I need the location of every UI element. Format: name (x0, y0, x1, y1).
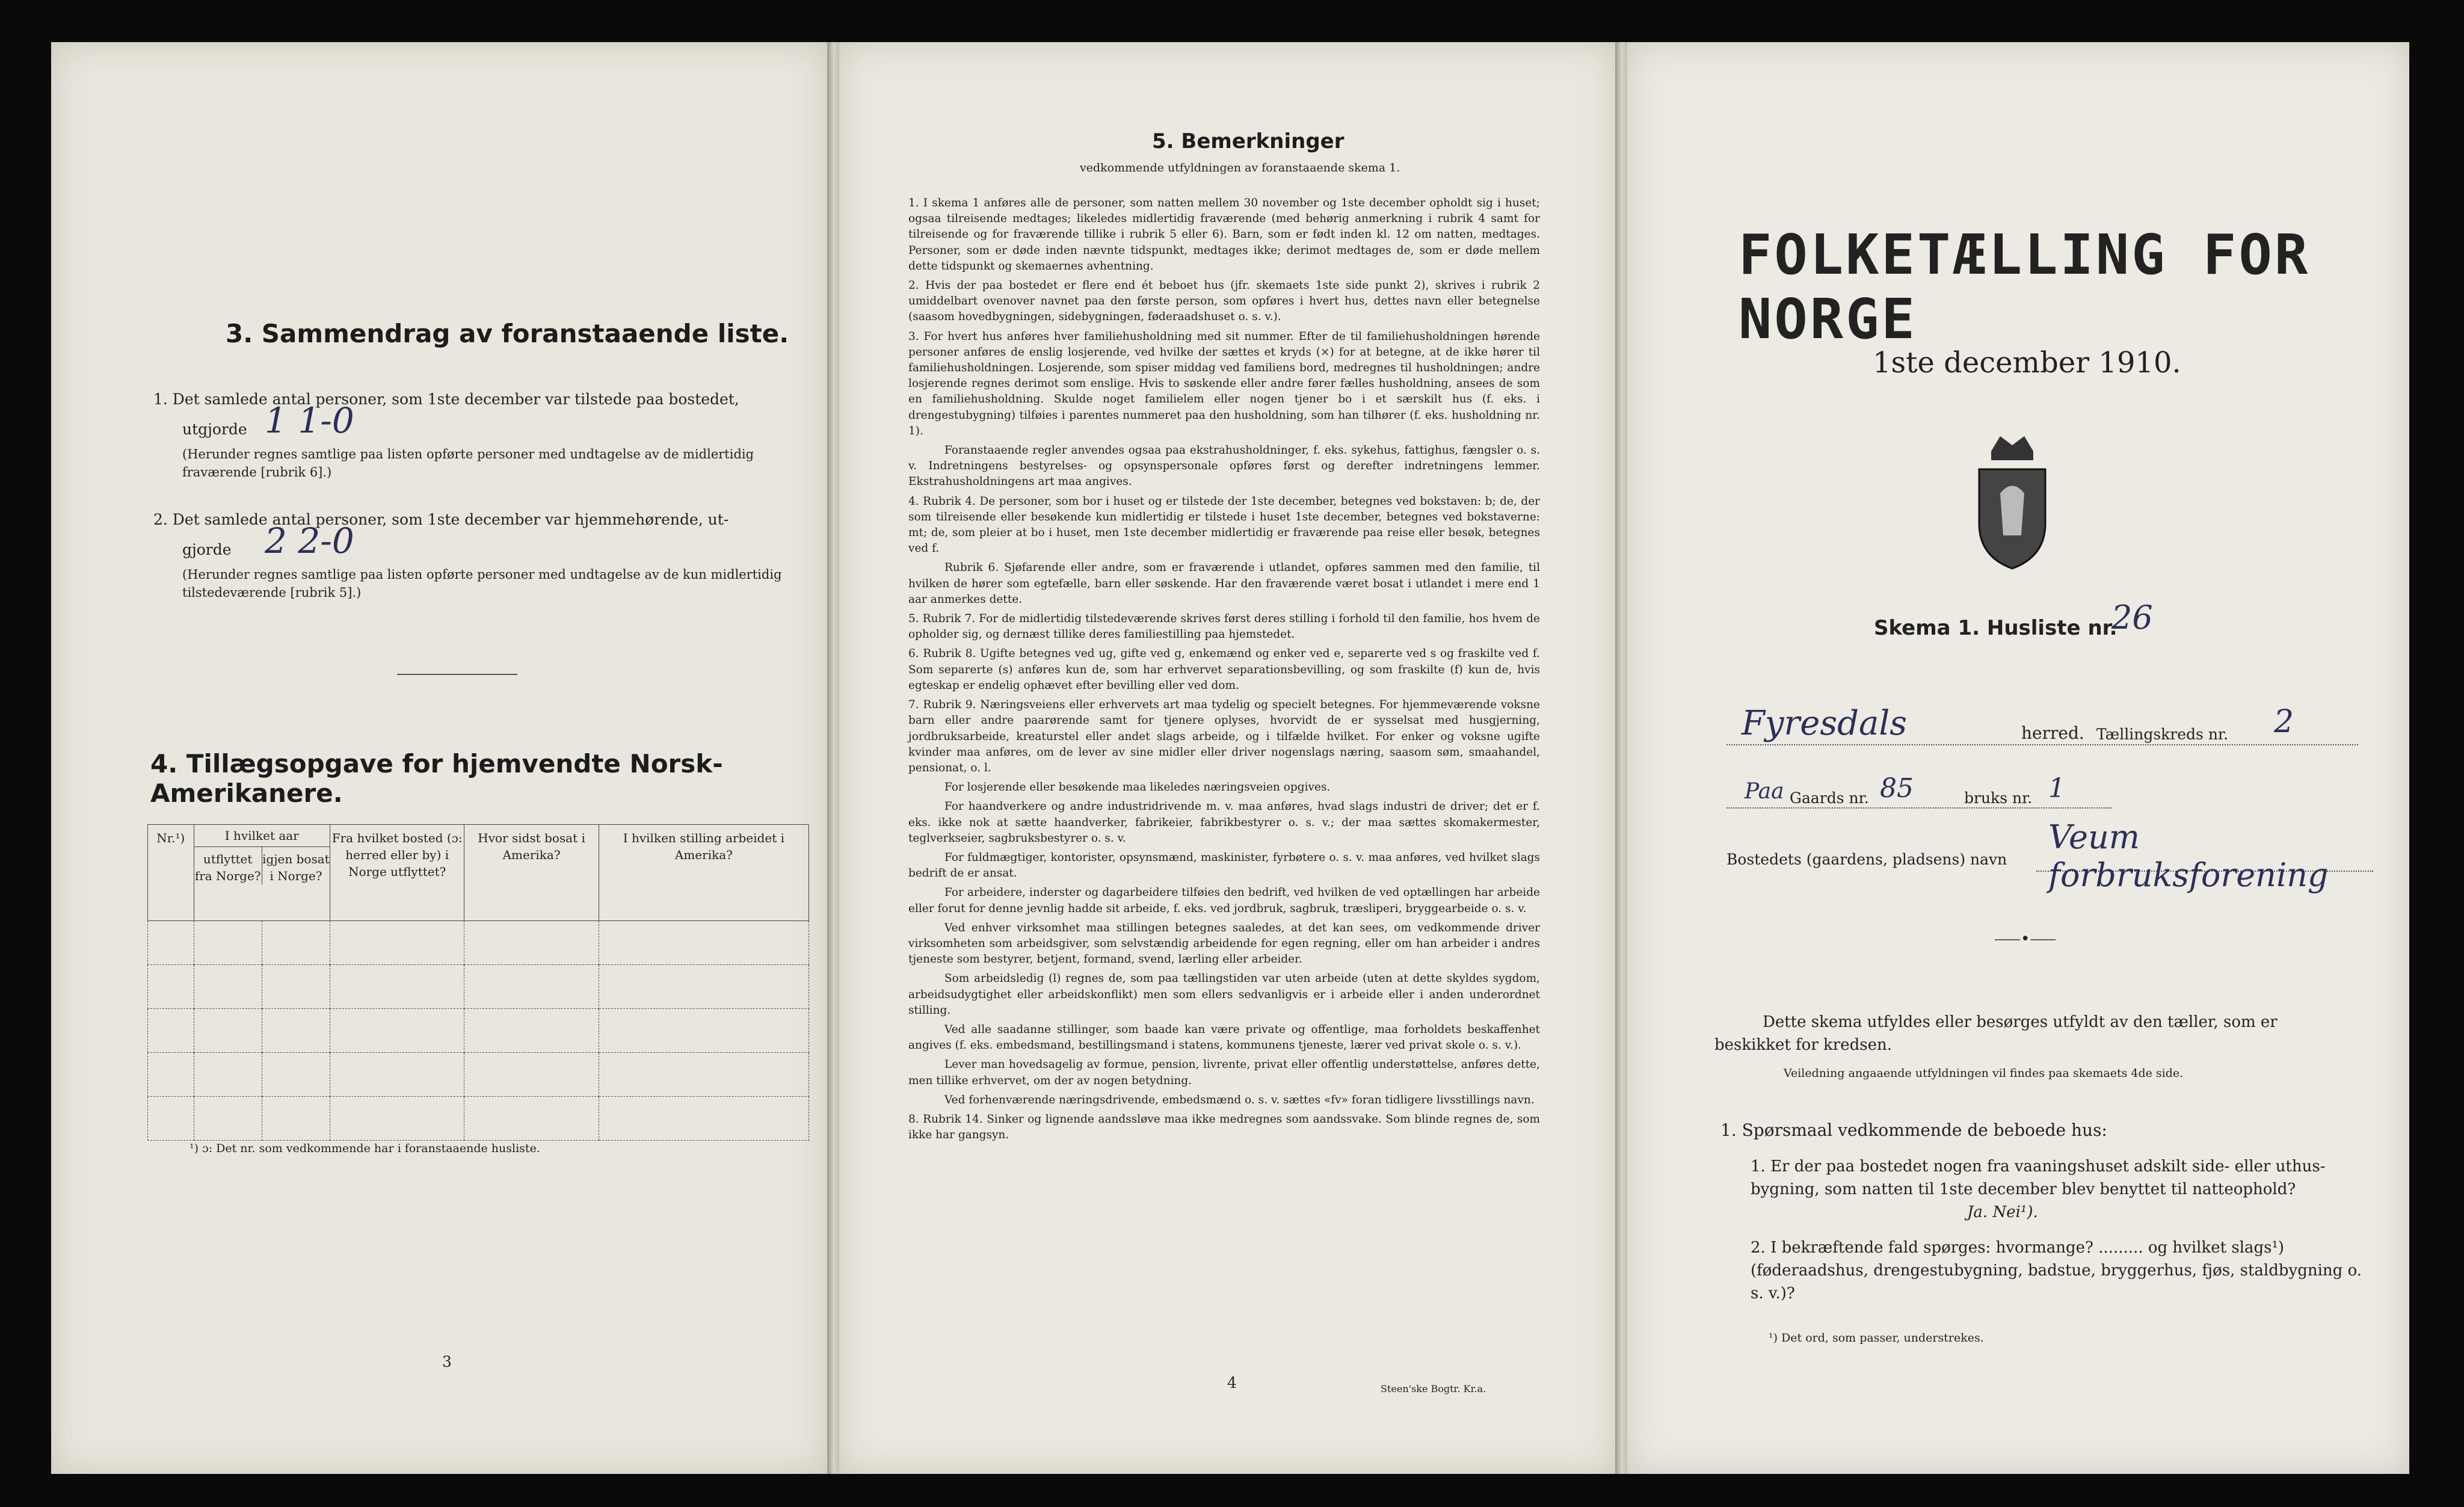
remark-paragraph: Rubrik 6. Sjøfarende eller andre, som er fraværende i utlandet, opføres sammen med den familie, til hvilken de hører som egtefælle, barn eller søskende. Har den fraværende været bosat i utlandet i mere end 1 aar anmerkes dette. (908, 561, 1540, 606)
col-utflyttet: utflyttet fra Norge? (194, 847, 262, 884)
printer-mark: Steen'ske Bogtr. Kr.a. (1381, 1383, 1486, 1395)
ornament-icon: ⸺•⸺ (1994, 930, 2057, 948)
kreds-value: 2 (2274, 704, 2294, 740)
table-row (148, 1097, 809, 1141)
summary-q1-label: utgjorde (182, 421, 247, 438)
col-group-label: I hvilket aar (194, 825, 330, 847)
remark-paragraph: 4. Rubrik 4. De personer, som bor i huset og er tilstede der 1ste december, betegnes ved bokstaven: b; de, der som tilreisende eller besøkende kun midlertidig er tilstede i huset 1ste december, betegnes ved bokstaverne: mt; de, som pleier at bo i huset, men 1ste december midlertidig er fraværende paa reise eller besøk, betegnes ved f. (908, 495, 1540, 555)
husliste-nr: 26 (2111, 599, 2153, 636)
summary-q2-label: gjorde (182, 541, 232, 558)
bosted-label: Bostedets (gaardens, pladsens) navn (1726, 851, 2007, 868)
summary-q1: 1. Det samlede antal personer, som 1ste december var tilstede paa bostedet, (153, 390, 739, 408)
remark-paragraph: Foranstaaende regler anvendes ogsaa paa ekstrahusholdninger, f. eks. sykehus, fattighus, fængsler o. s. v. Indretningens bestyrelses- og opsynspersonale opføres først og derefter indretningens lemmer. Ekstrahusholdningens art maa angives. (908, 444, 1540, 488)
info-small: Veiledning angaaende utfyldningen vil findes paa skemaets 4de side. (1784, 1067, 2184, 1080)
main-title: FOLKETÆLLING FOR NORGE (1739, 223, 2311, 351)
coat-of-arms-icon (1967, 427, 2057, 572)
table-row (148, 965, 809, 1009)
col-nr: Nr.¹) (148, 825, 194, 921)
remark-paragraph: Som arbeidsledig (l) regnes de, som paa tællingstiden var uten arbeide (uten at dette skyldes sygdom, arbeidsudygtighet eller arbeidskonflikt) men som ellers sedvanligvis er i arbeide eller i anden underordnet stilling. (908, 972, 1540, 1017)
gaards-prefix: Paa (1745, 779, 1784, 804)
remark-paragraph: For arbeidere, inderster og dagarbeidere tilføies den bedrift, ved hvilken de ved optællingen har arbeide eller forut for denne jevnlig hadde sit arbeide, f. eks. ved jordbruk, sagbruk, træsliperi, bryggearbeide o. s. v. (908, 886, 1540, 915)
remark-paragraph: Ved enhver virksomhet maa stillingen betegnes saaledes, at det kan sees, om vedkommende driver virksomheten som arbeidsgiver, som selvstændig arbeidende for egen regning, eller om han arbeider i andres tjeneste som bestyrer, betjent, formand, svend, lærling eller arbeider. (908, 921, 1540, 966)
skema-line: Skema 1. Husliste nr. (1874, 616, 2118, 640)
gaards-value: 85 (1880, 773, 1914, 804)
bosted-value: Veum forbruksforening (2048, 818, 2329, 894)
summary-q2-note: (Herunder regnes samtlige paa listen opførte personer med undtagelse av de kun midlertidig tilstedeværende [rubrik 5].) (182, 567, 782, 600)
page-number: 4 (1227, 1374, 1237, 1391)
summary-q2: 2. Det samlede antal personer, som 1ste december var hjemmehørende, ut- (153, 511, 729, 528)
info-text: Dette skema utfyldes eller besørges utfyldt av den tæller, som er beskikket for kredsen. (1714, 1013, 2278, 1054)
page-4 (839, 42, 1615, 1474)
remarks-title: 5. Bemerkninger (1152, 129, 1344, 153)
gaards-label: Gaards nr. (1790, 789, 1869, 807)
page-fold (827, 42, 840, 1474)
page-fold (1615, 42, 1628, 1474)
table-row (148, 1009, 809, 1053)
date-line: 1ste december 1910. (1873, 346, 2181, 380)
table-row (148, 921, 809, 965)
question-2: 2. I bekræftende fald spørges: hvormange? ......... og hvilket slags¹) (føderaadshus, drengestubygning, badstue, bryggerhus, fjøs, staldbygning o. s. v.)? (1751, 1239, 2362, 1302)
norsk-amerikanere-table (147, 824, 809, 1141)
question-1: 1. Er der paa bostedet nogen fra vaaningshuset adskilt side- eller uthus-bygning, som natten til 1ste december blev benyttet til natteophold? (1751, 1157, 2326, 1198)
question-1-answer: Ja. Nei¹). (1967, 1203, 2038, 1221)
summary-q1-value: 1 1-0 (265, 400, 354, 441)
section-3-title: 3. Sammendrag av foranstaaende liste. (226, 319, 789, 348)
remark-paragraph: Lever man hovedsagelig av formue, pension, livrente, privat eller offentlig understøttelse, anføres dette, men tillike erhvervet, om der av nogen betydning. (908, 1058, 1540, 1087)
remarks-body (908, 196, 1540, 1147)
remark-paragraph: For losjerende eller besøkende maa likeledes næringsveien opgives. (944, 781, 1331, 794)
remark-paragraph: Ved alle saadanne stillinger, som baade kan være private og offentlige, maa forholdets beskaffenhet angives (f. eks. embedsmand, bestillingsmand i statens, kommunens tjeneste, lærer ved privat skole o. s. v.). (908, 1023, 1540, 1052)
remark-paragraph: 1. I skema 1 anføres alle de personer, som natten mellem 30 november og 1ste december opholdt sig i huset; ogsaa tilreisende medtages; likeledes midlertidig fraværende (med behørig anmerkning i rubrik 4 samt for tilreisende og for fraværende tillike i rubrik 5 eller 6). Barn, som er født inden kl. 12 om natten, medtages. Personer, som er døde inden nævnte tidspunkt, medtages ikke; derimot medtages de, som er døde mellem dette tidspunkt og skemaernes avhentning. (908, 197, 1540, 273)
remark-paragraph: 8. Rubrik 14. Sinker og lignende aandssløve maa ikke medregnes som aandssvake. Som blinde regnes de, som ikke har gangsyn. (908, 1112, 1540, 1142)
col-hvor: Hvor sidst bosat i Amerika? (464, 825, 599, 921)
bruks-label: bruks nr. (1964, 789, 2033, 807)
section-4-title: 4. Tillægsopgave for hjemvendte Norsk-Amerikanere. (150, 749, 723, 808)
table-row (148, 1053, 809, 1097)
page-number: 3 (442, 1353, 452, 1370)
remark-paragraph: Ved forhenværende næringsdrivende, embedsmænd o. s. v. sættes «fv» foran tidligere livsstillings navn. (944, 1093, 1535, 1106)
remark-paragraph: For haandverkere og andre industridrivende m. v. maa anføres, hvad slags industri de driver; det er f. eks. ikke nok at sætte haandverker, fabrikeier, fabrikbestyrer o. s. v.; der maa sættes skomakermester, teglverkseier, sagbruksbestyrer o. s. v. (908, 800, 1540, 845)
kreds-label: Tællingskreds nr. (2096, 726, 2229, 743)
summary-q1-note: (Herunder regnes samtlige paa listen opførte personer med undtagelse av de midlertidig fraværende [rubrik 6].) (182, 447, 754, 479)
remark-paragraph: 5. Rubrik 7. For de midlertidig tilstedeværende skrives først deres stilling i forhold til den familie, hos hvem de opholder sig, og dernæst tillike deres familiestilling paa hjemstedet. (908, 612, 1540, 641)
page-3 (51, 42, 827, 1474)
bruks-value: 1 (2048, 773, 2065, 804)
col-stilling: I hvilken stilling arbeidet i Amerika? (599, 825, 808, 921)
page-1 (1627, 42, 2409, 1474)
col-fra: Fra hvilket bosted (ɔ: herred eller by) i Norge utflyttet? (330, 825, 464, 921)
remark-paragraph: 3. For hvert hus anføres hver familiehusholdning med sit nummer. Efter de til familiehusholdningen hørende personer anføres de enslig losjerende, ved hvilke der sættes et kryds (×) for at betegne, at de ikke hører til familiehusholdningen. Losjerende, som spiser middag ved familiens bord, medregnes til husholdningen; andre losjerende regnes derimot som enslige. Hvis to søskende eller andre fører fælles husholdning, ansees de som en familiehusholdning. Skulde noget familielem eller nogen tjener bo i et særskilt hus (f. eks. i drengestubygning) tilføies i parentes nummeret paa den husholdning, som han tilhører (f. eks. husholdning nr. 1). (908, 330, 1540, 437)
footnote: ¹) Det ord, som passer, understrekes. (1769, 1331, 1984, 1345)
col-igjen: igjen bosat i Norge? (262, 852, 330, 883)
summary-q2-value: 2 2-0 (265, 520, 354, 561)
herred-value: Fyresdals (1742, 704, 1908, 743)
remark-paragraph: 6. Rubrik 8. Ugifte betegnes ved ug, gifte ved g, enkemænd og enker ved e, separerte ved s og fraskilte ved f. Som separerte (s) anføres kun de, som har erhvervet separationsbevilling, og som fraskilte (f) kun de, hvis egteskap er endelig ophævet efter bevilling eller ved dom. (908, 647, 1540, 692)
divider (397, 674, 517, 675)
remark-paragraph: 2. Hvis der paa bostedet er flere end ét beboet hus (jfr. skemaets 1ste side punkt 2), skrives i rubrik 2 umiddelbart ovenover navnet paa den første person, som opføres i hvert hus, dettes navn eller betegnelse (saasom hovedbygningen, sidebygningen, føderaadshuset o. s. v.). (908, 279, 1540, 324)
remarks-subtitle: vedkommende utfyldningen av foranstaaende skema 1. (1080, 161, 1400, 174)
questions-heading: 1. Spørsmaal vedkommende de beboede hus: (1720, 1120, 2107, 1140)
col-group (194, 825, 330, 921)
remark-paragraph: 7. Rubrik 9. Næringsveiens eller erhvervets art maa tydelig og specielt betegnes. For hjemmeværende voksne barn eller andre paarørende samt for tjenere oplyses, hvorvidt de er sysselsat med husgjerning, jordbruksarbeide, kreaturstel eller andet slags arbeide, og i tilfælde hvilket. For enker og voksne ugifte kvinder maa anføres, om de lever av sine midler eller driver nogenslags næring, saasom søm, smaahandel, pensionat, o. l. (908, 698, 1540, 774)
remark-paragraph: For fuldmægtiger, kontorister, opsynsmænd, maskinister, fyrbøtere o. s. v. maa anføres, ved hvilket slags bedrift de er ansat. (908, 851, 1540, 880)
herred-label: herred. (2021, 723, 2084, 743)
table-footnote: ¹) ɔ: Det nr. som vedkommende har i foranstaaende husliste. (189, 1142, 540, 1155)
